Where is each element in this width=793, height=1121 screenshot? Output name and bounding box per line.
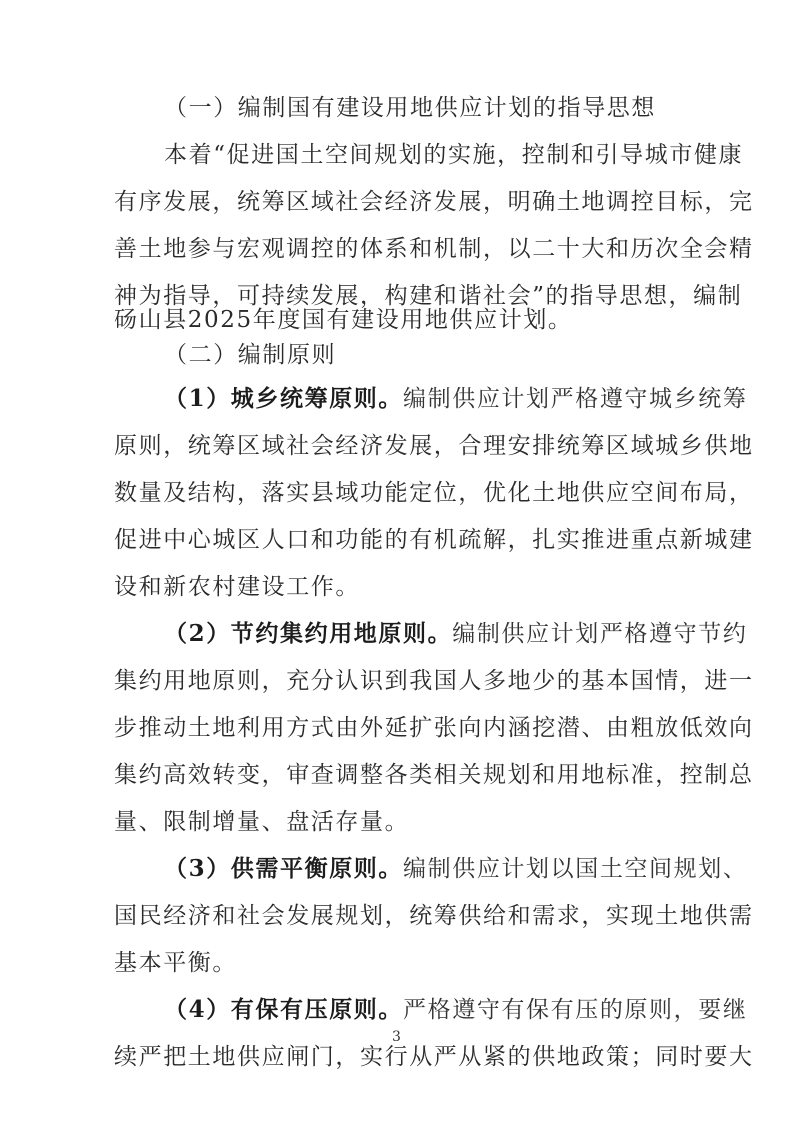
section-heading-principles: （二）编制原则 xyxy=(164,342,337,368)
paragraph-line: 本着“促进国土空间规划的实施，控制和引导城市健康 xyxy=(164,142,744,168)
principle-4-title: （4）有保有压原则。 xyxy=(164,996,404,1023)
paragraph-line: 原则，统筹区域社会经济发展，合理安排统筹区域城乡供地 xyxy=(114,433,754,459)
paragraph-line: 促进中心城区人口和功能的有机疏解，扎实推进重点新城建 xyxy=(114,527,754,553)
paragraph-line: 集约高效转变，审查调整各类相关规划和用地标准，控制总 xyxy=(114,762,754,788)
principle-3-text: 编制供应计划以国土空间规划、 xyxy=(403,856,748,882)
page-number: 3 xyxy=(392,1029,401,1045)
paragraph-line: 数量及结构，落实县域功能定位，优化土地供应空间布局， xyxy=(114,480,754,506)
principle-4-text: 严格遵守有保有压的原则，要继 xyxy=(403,997,748,1023)
principle-2-title: （2）节约集约用地原则。 xyxy=(164,620,453,647)
principle-1-title: （1）城乡统筹原则。 xyxy=(164,385,404,412)
paragraph-line: 基本平衡。 xyxy=(114,950,237,976)
principle-3-first-line xyxy=(164,854,747,884)
paragraph-line: 续严把土地供应闸门，实行从严从紧的供地政策；同时要大 xyxy=(114,1044,754,1070)
principle-1-first-line xyxy=(164,384,747,414)
paragraph-line: 砀山县2025年度国有建设用地供应计划。 xyxy=(114,307,573,333)
principle-4-first-line xyxy=(164,995,747,1025)
principle-2-text: 编制供应计划严格遵守节约 xyxy=(452,621,748,647)
paragraph-line: 设和新农村建设工作。 xyxy=(114,574,360,600)
principle-1-text: 编制供应计划严格遵守城乡统筹 xyxy=(403,386,748,412)
paragraph-line: 步推动土地利用方式由外延扩张向内涵挖潜、由粗放低效向 xyxy=(114,715,754,741)
principle-3-title: （3）供需平衡原则。 xyxy=(164,855,404,882)
paragraph-line: 量、限制增量、盘活存量。 xyxy=(114,809,410,835)
principle-2-first-line xyxy=(164,619,747,649)
paragraph-line: 国民经济和社会发展规划，统筹供给和需求，实现土地供需 xyxy=(114,903,754,929)
paragraph-line: 有序发展，统筹区域社会经济发展，明确土地调控目标，完 xyxy=(114,189,754,215)
section-heading-guiding-ideology: （一）编制国有建设用地供应计划的指导思想 xyxy=(164,95,656,121)
paragraph-line: 集约用地原则，充分认识到我国人多地少的基本国情，进一 xyxy=(114,668,754,694)
paragraph-line: 善土地参与宏观调控的体系和机制，以二十大和历次全会精 xyxy=(114,236,754,262)
paragraph-line: 神为指导，可持续发展，构建和谐社会”的指导思想，编制 xyxy=(114,283,743,309)
